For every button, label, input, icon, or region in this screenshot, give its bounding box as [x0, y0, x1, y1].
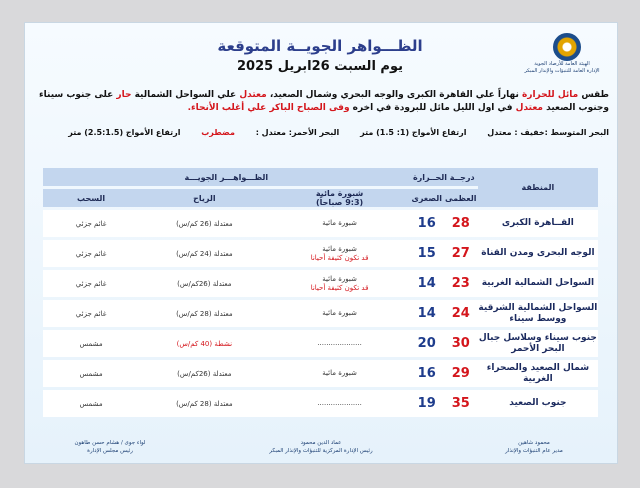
max-temp: 30: [444, 330, 478, 357]
header-wind: الرياح: [139, 189, 269, 207]
header-temp: درجــة الحــرارة: [410, 168, 478, 186]
cloud-value: غائم جزئي: [43, 270, 139, 297]
forecast-table: [43, 165, 598, 420]
min-temp: 15: [410, 240, 444, 267]
wind-value: معتدلة (26كم/س): [139, 270, 269, 297]
showers-text: ....................: [317, 339, 362, 347]
table-row: [43, 210, 598, 237]
desc-part: طقس: [578, 90, 609, 100]
table-row: [43, 360, 598, 387]
red-sea-state-value: مضطرب: [201, 128, 235, 137]
header-showers-label: شبورة مائية: [315, 189, 364, 198]
red-sea-state: [201, 128, 339, 137]
signer-title: رئيس الإدارة المركزية للتنبؤات والإنذار المبكر: [269, 448, 373, 454]
showers-warning: قد تكون كثيفة أحيانا: [310, 253, 369, 262]
region-name: السواحل الشمالية الشرقية ووسط سيناء: [478, 300, 598, 327]
signer-name: لواء جوى / هشام حسن طاهون: [74, 440, 146, 446]
desc-highlight: مائل للحرارة: [521, 90, 579, 100]
wind-value: نشطة (40 كم/س): [139, 330, 269, 357]
region-name: الوجه البحرى ومدن القناة: [478, 240, 598, 267]
cloud-value: غائم جزئي: [43, 300, 139, 327]
red-sea-waves: ارتفاع الأمواج (2.5:1.5) متر: [68, 128, 181, 137]
org-line-2: الإدارة العامة للتنبؤات والإنذار المبكر: [524, 68, 600, 74]
footer-signature-left: [35, 439, 185, 455]
red-sea-label: البحر الأحمر: معتدل :: [252, 128, 340, 137]
table-row: [43, 330, 598, 357]
signer-title: مدير عام التنبؤات والإنذار: [505, 448, 563, 454]
cloud-value: غائم جزئي: [43, 210, 139, 237]
showers-text: شبورة مائية: [322, 219, 357, 227]
region-name: شمال الصعيد والصحراء الغربية: [478, 360, 598, 387]
region-name: جنوب الصعيد: [478, 390, 598, 417]
showers-text: شبورة مائية: [322, 244, 357, 253]
min-temp: 19: [410, 390, 444, 417]
showers-text: شبورة مائية: [322, 274, 357, 283]
wind-value: معتدلة (26 كم/س): [139, 210, 269, 237]
desc-highlight: معتدل: [239, 90, 267, 100]
region-name: القــاهرة الكبرى: [478, 210, 598, 237]
max-temp: 35: [444, 390, 478, 417]
showers-cell: [269, 300, 409, 327]
sea-state: [31, 127, 609, 139]
signer-name: عماد الدين محمود: [300, 440, 342, 446]
med-sea-waves: ارتفاع الأمواج (1: 1.5) متر: [360, 128, 467, 137]
header-max: العظمى: [444, 189, 478, 207]
showers-cell: [269, 390, 409, 417]
max-temp: 29: [444, 360, 478, 387]
table-row: [43, 240, 598, 267]
max-temp: 28: [444, 210, 478, 237]
min-temp: 16: [410, 360, 444, 387]
header-showers: [269, 189, 409, 207]
footer-signature-right: [459, 439, 609, 455]
showers-cell: [269, 360, 409, 387]
desc-part: علي السواحل الشمالية: [131, 90, 240, 100]
org-name: [517, 61, 607, 75]
table-row: [43, 390, 598, 417]
showers-cell: [269, 330, 409, 357]
page-title: الظـــواهر الجويــة المتوقعة: [217, 37, 423, 55]
max-temp: 24: [444, 300, 478, 327]
min-temp: 20: [410, 330, 444, 357]
desc-highlight: حار: [116, 90, 132, 100]
showers-cell: [269, 240, 409, 267]
ema-logo-icon: [553, 33, 581, 61]
forecast-date: يوم السبت 26ابريل 2025: [237, 59, 403, 74]
region-name: السواحل الشمالية الغربية: [478, 270, 598, 297]
max-temp: 23: [444, 270, 478, 297]
weather-description: [33, 89, 609, 115]
showers-text: شبورة مائية: [322, 309, 357, 317]
cloud-value: غائم جزئي: [43, 240, 139, 267]
wind-value: معتدلة (24 كم/س): [139, 240, 269, 267]
desc-highlight: معتدل: [515, 103, 543, 113]
signer-name: محمود شاهين: [518, 440, 550, 446]
header-cloud: السحب: [43, 189, 139, 207]
wind-value: معتدلة (28 كم/س): [139, 300, 269, 327]
cloud-value: مشمس: [43, 360, 139, 387]
showers-text: ....................: [317, 399, 362, 407]
signer-title: رئيس مجلس الإدارة: [87, 448, 133, 454]
min-temp: 14: [410, 270, 444, 297]
desc-part: على جنوب سيناء وجنوب الصعيد: [39, 90, 609, 113]
min-temp: 16: [410, 210, 444, 237]
desc-part: نهاراً علي القاهرة الكبرى والوجه البحري وشمال الصعيد،: [266, 90, 522, 100]
med-sea-state: البحر المتوسط :خفيف : معتدل: [487, 128, 609, 137]
table-row: [43, 270, 598, 297]
cloud-value: مشمس: [43, 330, 139, 357]
max-temp: 27: [444, 240, 478, 267]
cloud-value: مشمس: [43, 390, 139, 417]
table-row: [43, 300, 598, 327]
showers-warning: قد تكون كثيفة أحيانا: [310, 283, 369, 292]
region-name: جنوب سيناء وسلاسل جبال البحر الأحمر: [478, 330, 598, 357]
min-temp: 14: [410, 300, 444, 327]
showers-cell: [269, 270, 409, 297]
showers-cell: [269, 210, 409, 237]
wind-value: معتدلة (26كم/س): [139, 360, 269, 387]
org-line-1: الهيئة العامة للأرصاد الجوية: [534, 61, 590, 67]
showers-text: شبورة مائية: [322, 369, 357, 377]
desc-part: في اول الليل مائل للبرودة في اخره: [349, 103, 516, 113]
forecast-card: [24, 22, 618, 464]
desc-highlight: وفى الصباح الباكر علي أغلب الأنحاء.: [187, 103, 350, 113]
header-region: المنطقة: [478, 168, 598, 207]
header-min: الصغرى: [410, 189, 444, 207]
footer-signature-center: [246, 439, 396, 455]
header-phenomena: الظـــواهـــر الجويـــة: [43, 168, 410, 186]
header-showers-time: (9:3 صباحاً): [315, 198, 364, 207]
wind-value: معتدلة (28 كم/س): [139, 390, 269, 417]
